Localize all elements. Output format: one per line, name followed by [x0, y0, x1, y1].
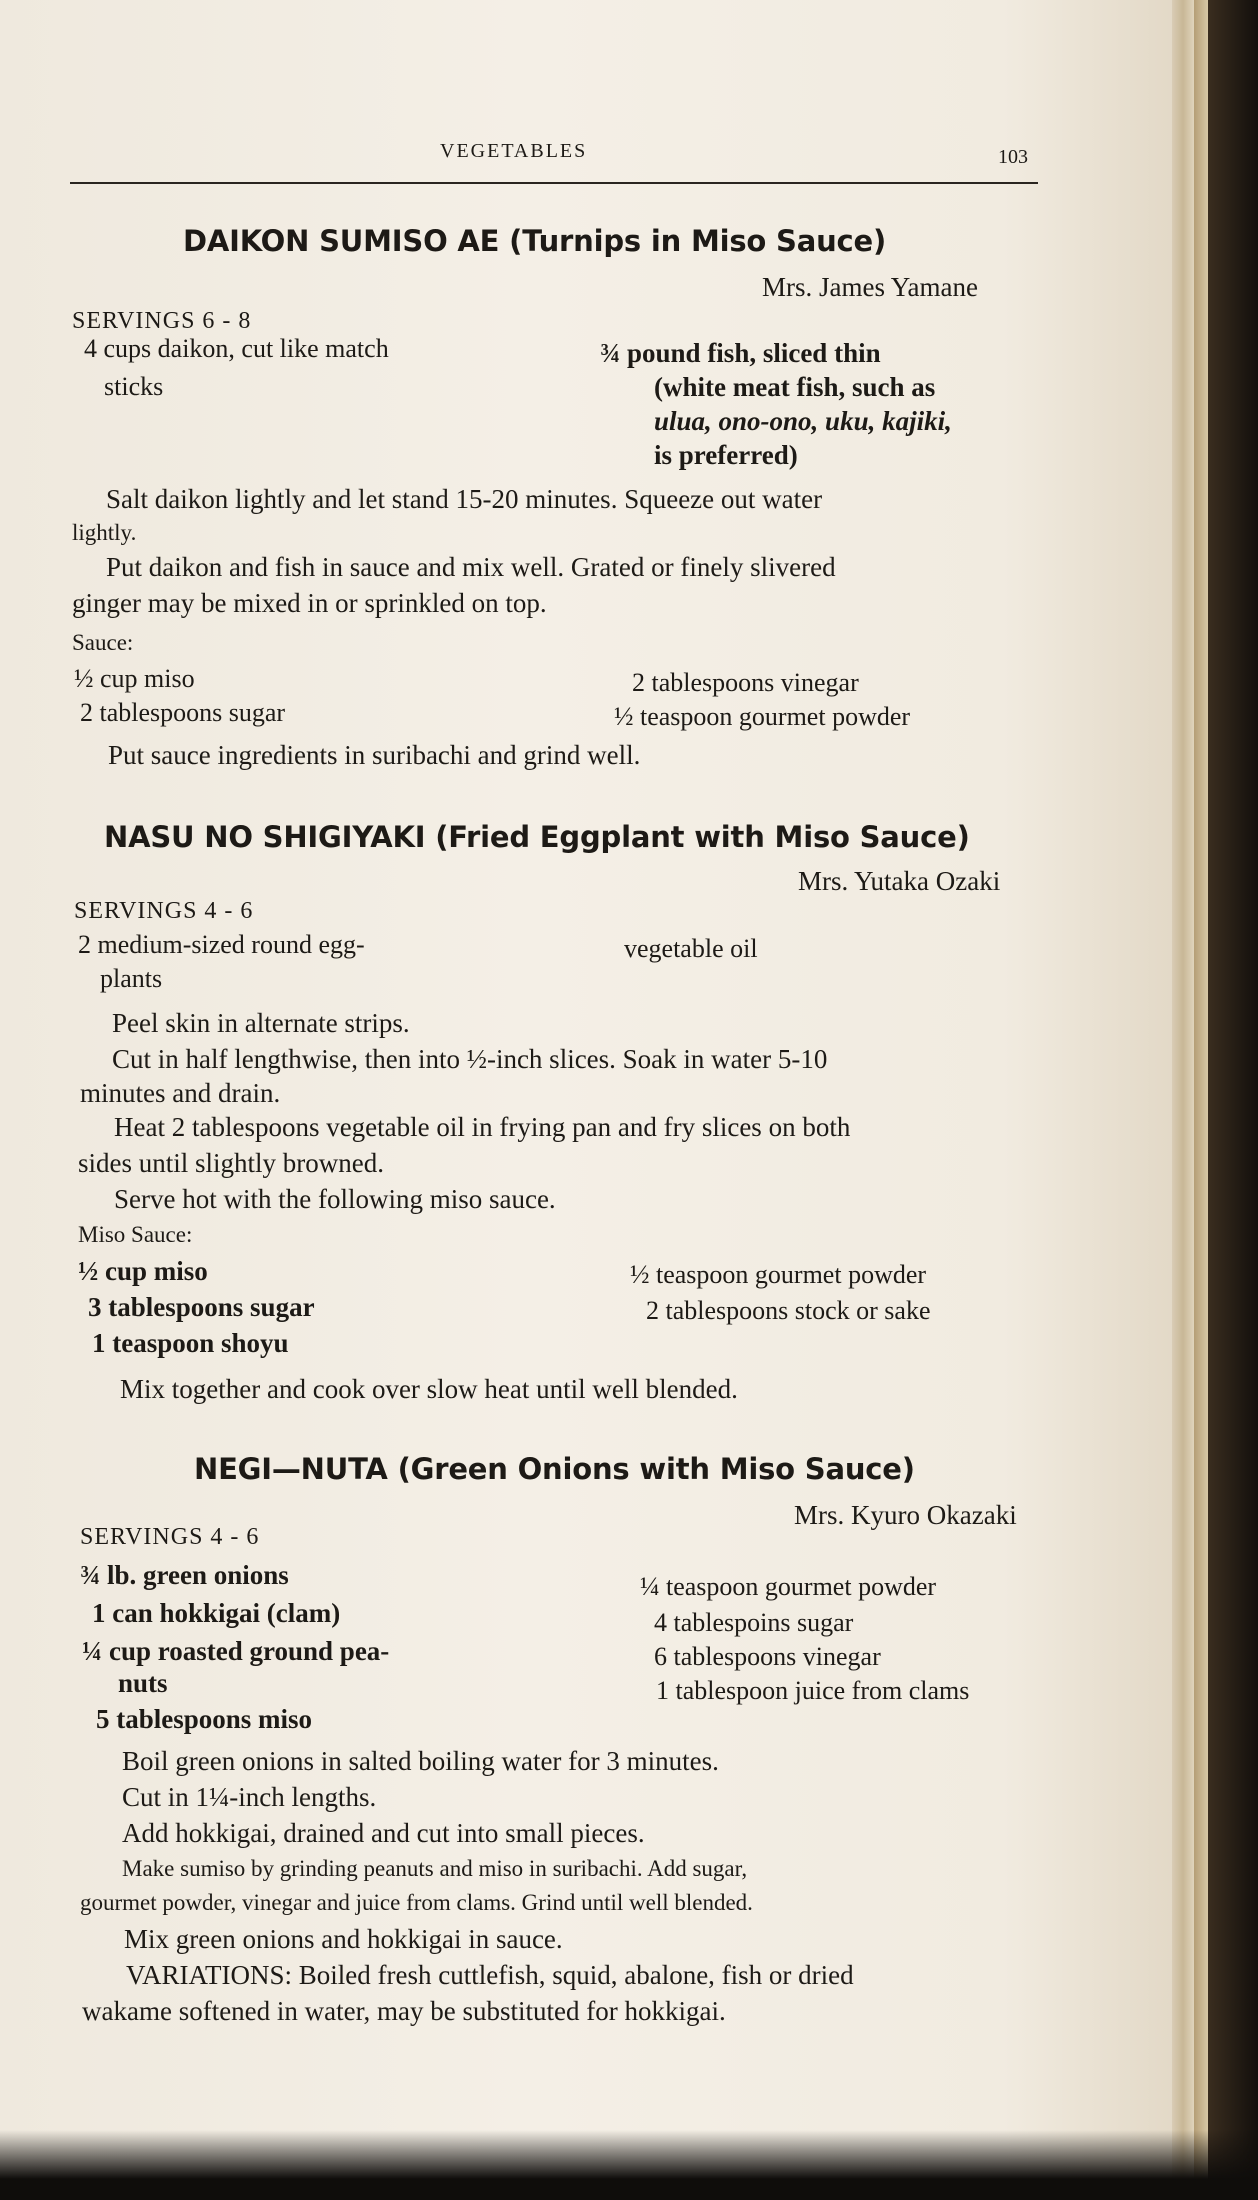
- recipe-2-ingredient-left: plants: [100, 964, 163, 993]
- recipe-3-ingredient-right: 1 tablespoon juice from clams: [656, 1676, 970, 1705]
- recipe-2-servings: SERVINGS 4 - 6: [74, 898, 254, 924]
- page-edge: [1172, 0, 1194, 2200]
- recipe-3-step: VARIATIONS: Boiled fresh cuttlefish, squid, abalone, fish or dried: [126, 1960, 854, 1990]
- recipe-1-step: lightly.: [72, 520, 137, 545]
- recipe-2-contributor: Mrs. Yutaka Ozaki: [798, 866, 1001, 896]
- recipe-2-step: Heat 2 tablespoons vegetable oil in frying pan and fry slices on both: [114, 1112, 851, 1142]
- recipe-3-servings: SERVINGS 4 - 6: [80, 1524, 260, 1550]
- recipe-1-sauce-ingredient: ½ teaspoon gourmet powder: [614, 702, 911, 731]
- recipe-1-sauce-ingredient: ½ cup miso: [74, 664, 195, 693]
- recipe-3-title: NEGI—NUTA (Green Onions with Miso Sauce): [194, 1452, 915, 1486]
- recipe-1-step: Salt daikon lightly and let stand 15-20 minutes. Squeeze out water: [106, 484, 823, 514]
- recipe-3-ingredient-left: 5 tablespoons miso: [96, 1704, 313, 1734]
- recipe-1-step: ginger may be mixed in or sprinkled on top.: [72, 588, 547, 618]
- bottom-shadow: [0, 2130, 1258, 2200]
- recipe-3-step: Boil green onions in salted boiling water for 3 minutes.: [122, 1746, 719, 1776]
- recipe-1-sauce-label: Sauce:: [72, 630, 134, 655]
- page-number: 103: [998, 146, 1028, 168]
- recipe-1-sauce-ingredient: 2 tablespoons sugar: [80, 698, 286, 727]
- recipe-1-ingredient-left: sticks: [104, 372, 164, 401]
- recipe-1-ingredient-left: 4 cups daikon, cut like match: [84, 334, 389, 363]
- recipe-3-step: Cut in 1¼-inch lengths.: [122, 1782, 377, 1812]
- recipe-2-ingredient-right: vegetable oil: [624, 934, 758, 963]
- page-edge: [1194, 0, 1208, 2200]
- recipe-2-ingredient-left: 2 medium-sized round egg-: [78, 930, 365, 959]
- running-header: VEGETABLES: [440, 140, 588, 162]
- recipe-2-step: sides until slightly browned.: [78, 1148, 384, 1178]
- recipe-3-ingredient-right: 6 tablespoons vinegar: [654, 1642, 881, 1671]
- recipe-2-sauce-ingredient: 3 tablespoons sugar: [88, 1292, 315, 1322]
- recipe-1-ingredient-right: ¾ pound fish, sliced thin: [600, 338, 881, 368]
- recipe-3-step: Add hokkigai, drained and cut into small pieces.: [122, 1818, 645, 1848]
- recipe-3-ingredient-right: ¼ teaspoon gourmet powder: [640, 1572, 937, 1601]
- recipe-1-step: Put daikon and fish in sauce and mix well. Grated or finely slivered: [106, 552, 836, 582]
- header-rule: [70, 182, 1038, 184]
- recipe-2-step: minutes and drain.: [80, 1078, 281, 1108]
- recipe-1-contributor: Mrs. James Yamane: [762, 272, 978, 302]
- recipe-2-sauce-label: Miso Sauce:: [78, 1222, 193, 1247]
- recipe-2-sauce-ingredient: 2 tablespoons stock or sake: [646, 1296, 931, 1325]
- recipe-3-step: Make sumiso by grinding peanuts and miso in suribachi. Add sugar,: [122, 1856, 748, 1881]
- recipe-3-ingredient-left: nuts: [118, 1668, 168, 1698]
- book-spine-shadow: [1208, 0, 1258, 2200]
- recipe-3-ingredient-left: ¾ lb. green onions: [80, 1560, 289, 1590]
- recipe-3-step: gourmet powder, vinegar and juice from clams. Grind until well blended.: [80, 1890, 753, 1915]
- recipe-2-sauce-ingredient: 1 teaspoon shoyu: [92, 1328, 289, 1358]
- recipe-3-ingredient-left: ¼ cup roasted ground pea-: [82, 1636, 390, 1666]
- recipe-1-title: DAIKON SUMISO AE (Turnips in Miso Sauce): [183, 224, 887, 258]
- recipe-2-step: Serve hot with the following miso sauce.: [114, 1184, 556, 1214]
- recipe-2-final-step: Mix together and cook over slow heat until well blended.: [120, 1374, 738, 1404]
- recipe-3-ingredient-right: 4 tablespoins sugar: [654, 1608, 854, 1637]
- recipe-3-contributor: Mrs. Kyuro Okazaki: [794, 1500, 1017, 1530]
- recipe-1-sauce-ingredient: 2 tablespoons vinegar: [632, 668, 859, 697]
- recipe-2-step: Cut in half lengthwise, then into ½-inch slices. Soak in water 5-10: [112, 1044, 828, 1074]
- recipe-2-sauce-ingredient: ½ teaspoon gourmet powder: [630, 1260, 927, 1289]
- recipe-2-title: NASU NO SHIGIYAKI (Fried Eggplant with Miso Sauce): [104, 820, 970, 854]
- recipe-1-ingredient-right: is preferred): [654, 440, 798, 470]
- recipe-1-servings: SERVINGS 6 - 8: [72, 308, 252, 334]
- recipe-1-ingredient-right: ulua, ono-ono, uku, kajiki,: [654, 406, 952, 436]
- recipe-3-step: wakame softened in water, may be substituted for hokkigai.: [82, 1996, 726, 2026]
- recipe-3-step: Mix green onions and hokkigai in sauce.: [124, 1924, 563, 1954]
- recipe-3-ingredient-left: 1 can hokkigai (clam): [92, 1598, 341, 1628]
- recipe-1-ingredient-right: (white meat fish, such as: [654, 372, 936, 402]
- recipe-1-final-step: Put sauce ingredients in suribachi and grind well.: [108, 740, 641, 770]
- recipe-2-step: Peel skin in alternate strips.: [112, 1008, 410, 1038]
- recipe-2-sauce-ingredient: ½ cup miso: [78, 1256, 208, 1286]
